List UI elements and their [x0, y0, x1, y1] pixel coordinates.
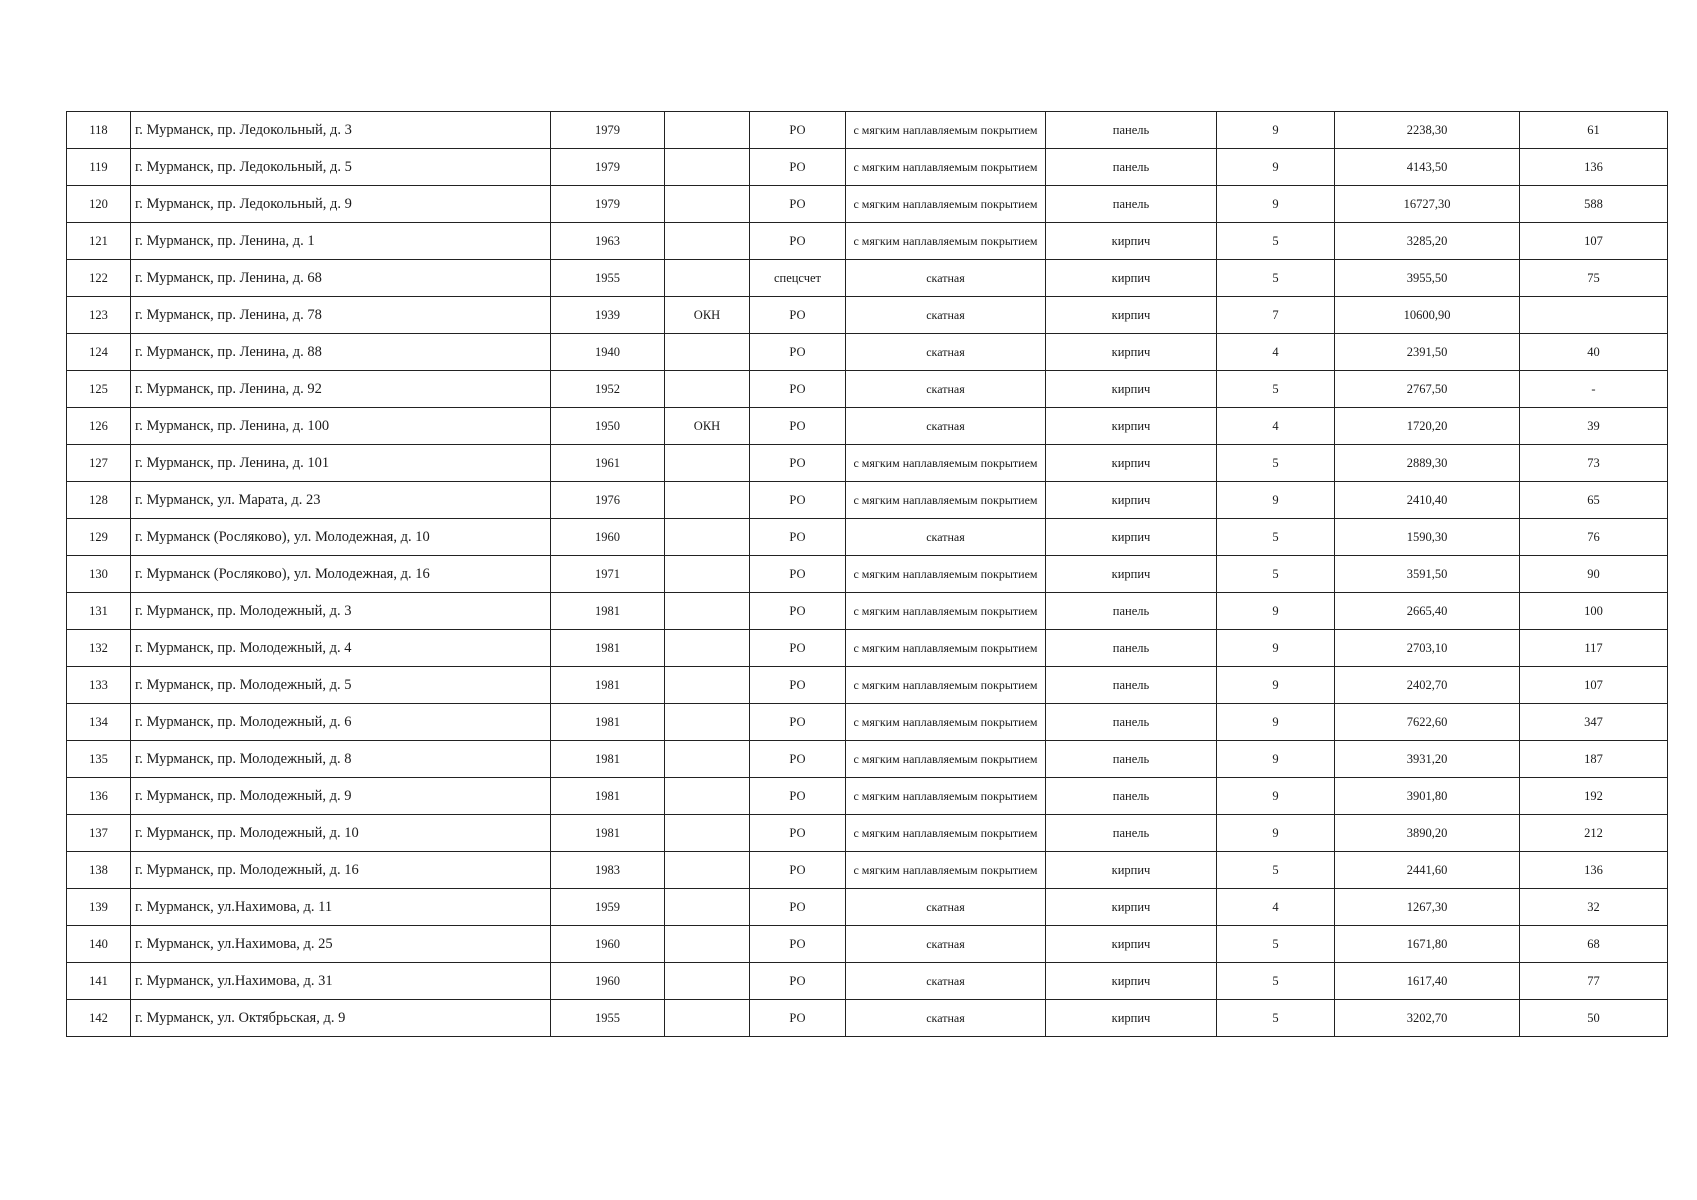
row-number-cell: 131: [67, 593, 131, 630]
area-cell: 2889,30: [1335, 445, 1520, 482]
floors-cell: 9: [1217, 149, 1335, 186]
area-cell: 3931,20: [1335, 741, 1520, 778]
table-row: [67, 593, 1668, 630]
year-built-cell: 1955: [551, 260, 665, 297]
wall-material-cell: кирпич: [1046, 408, 1217, 445]
row-number-cell: 121: [67, 223, 131, 260]
residents-cell: 100: [1520, 593, 1668, 630]
table-row: [67, 112, 1668, 149]
residents-cell: 107: [1520, 667, 1668, 704]
residents-cell: 136: [1520, 149, 1668, 186]
floors-cell: 4: [1217, 889, 1335, 926]
wall-material-cell: кирпич: [1046, 889, 1217, 926]
residents-cell: 187: [1520, 741, 1668, 778]
row-number-cell: 138: [67, 852, 131, 889]
wall-material-cell: панель: [1046, 112, 1217, 149]
year-built-cell: 1955: [551, 1000, 665, 1037]
address-cell: г. Мурманск (Росляково), ул. Молодежная, д. 10: [131, 519, 551, 556]
row-number-cell: 142: [67, 1000, 131, 1037]
floors-cell: 5: [1217, 260, 1335, 297]
row-number-cell: 130: [67, 556, 131, 593]
year-built-cell: 1960: [551, 926, 665, 963]
table-row: [67, 667, 1668, 704]
table-row: [67, 223, 1668, 260]
roof-type-cell: с мягким наплавляемым покрытием: [846, 815, 1046, 852]
wall-material-cell: панель: [1046, 704, 1217, 741]
roof-type-cell: с мягким наплавляемым покрытием: [846, 112, 1046, 149]
address-cell: г. Мурманск, пр. Ленина, д. 1: [131, 223, 551, 260]
address-cell: г. Мурманск, ул.Нахимова, д. 11: [131, 889, 551, 926]
table-row: [67, 556, 1668, 593]
residents-cell: 212: [1520, 815, 1668, 852]
table-row: [67, 408, 1668, 445]
fund-method-cell: РО: [750, 334, 846, 371]
year-built-cell: 1963: [551, 223, 665, 260]
fund-method-cell: РО: [750, 408, 846, 445]
heritage-status-cell: [665, 519, 750, 556]
roof-type-cell: скатная: [846, 371, 1046, 408]
fund-method-cell: РО: [750, 112, 846, 149]
row-number-cell: 132: [67, 630, 131, 667]
year-built-cell: 1939: [551, 297, 665, 334]
floors-cell: 5: [1217, 926, 1335, 963]
table-row: [67, 630, 1668, 667]
floors-cell: 5: [1217, 1000, 1335, 1037]
address-cell: г. Мурманск, пр. Молодежный, д. 4: [131, 630, 551, 667]
residents-cell: 32: [1520, 889, 1668, 926]
address-cell: г. Мурманск, пр. Молодежный, д. 6: [131, 704, 551, 741]
housing-registry-table: [66, 111, 1668, 1037]
roof-type-cell: с мягким наплавляемым покрытием: [846, 556, 1046, 593]
floors-cell: 5: [1217, 963, 1335, 1000]
heritage-status-cell: [665, 260, 750, 297]
fund-method-cell: РО: [750, 815, 846, 852]
heritage-status-cell: [665, 1000, 750, 1037]
heritage-status-cell: [665, 630, 750, 667]
row-number-cell: 134: [67, 704, 131, 741]
roof-type-cell: с мягким наплавляемым покрытием: [846, 445, 1046, 482]
address-cell: г. Мурманск, пр. Молодежный, д. 10: [131, 815, 551, 852]
residents-cell: 40: [1520, 334, 1668, 371]
fund-method-cell: РО: [750, 297, 846, 334]
roof-type-cell: с мягким наплавляемым покрытием: [846, 741, 1046, 778]
year-built-cell: 1979: [551, 149, 665, 186]
wall-material-cell: кирпич: [1046, 297, 1217, 334]
roof-type-cell: скатная: [846, 334, 1046, 371]
area-cell: 2238,30: [1335, 112, 1520, 149]
table-row: [67, 519, 1668, 556]
wall-material-cell: кирпич: [1046, 334, 1217, 371]
roof-type-cell: с мягким наплавляемым покрытием: [846, 667, 1046, 704]
address-cell: г. Мурманск, пр. Ленина, д. 88: [131, 334, 551, 371]
row-number-cell: 137: [67, 815, 131, 852]
area-cell: 1267,30: [1335, 889, 1520, 926]
floors-cell: 4: [1217, 334, 1335, 371]
table-row: [67, 778, 1668, 815]
roof-type-cell: скатная: [846, 926, 1046, 963]
heritage-status-cell: [665, 334, 750, 371]
residents-cell: 75: [1520, 260, 1668, 297]
wall-material-cell: панель: [1046, 778, 1217, 815]
fund-method-cell: РО: [750, 704, 846, 741]
address-cell: г. Мурманск, пр. Ледокольный, д. 3: [131, 112, 551, 149]
table-row: [67, 1000, 1668, 1037]
floors-cell: 5: [1217, 445, 1335, 482]
row-number-cell: 128: [67, 482, 131, 519]
wall-material-cell: панель: [1046, 593, 1217, 630]
roof-type-cell: с мягким наплавляемым покрытием: [846, 149, 1046, 186]
residents-cell: 65: [1520, 482, 1668, 519]
table-row: [67, 926, 1668, 963]
table-row: [67, 260, 1668, 297]
area-cell: 3285,20: [1335, 223, 1520, 260]
wall-material-cell: кирпич: [1046, 371, 1217, 408]
heritage-status-cell: [665, 149, 750, 186]
address-cell: г. Мурманск, пр. Молодежный, д. 9: [131, 778, 551, 815]
area-cell: 1720,20: [1335, 408, 1520, 445]
fund-method-cell: РО: [750, 889, 846, 926]
area-cell: 2767,50: [1335, 371, 1520, 408]
fund-method-cell: РО: [750, 556, 846, 593]
roof-type-cell: с мягким наплавляемым покрытием: [846, 223, 1046, 260]
area-cell: 3202,70: [1335, 1000, 1520, 1037]
row-number-cell: 119: [67, 149, 131, 186]
year-built-cell: 1981: [551, 630, 665, 667]
address-cell: г. Мурманск (Росляково), ул. Молодежная, д. 16: [131, 556, 551, 593]
residents-cell: [1520, 297, 1668, 334]
table-row: [67, 963, 1668, 1000]
area-cell: 3591,50: [1335, 556, 1520, 593]
heritage-status-cell: [665, 593, 750, 630]
row-number-cell: 136: [67, 778, 131, 815]
row-number-cell: 139: [67, 889, 131, 926]
year-built-cell: 1940: [551, 334, 665, 371]
floors-cell: 9: [1217, 593, 1335, 630]
wall-material-cell: панель: [1046, 149, 1217, 186]
row-number-cell: 123: [67, 297, 131, 334]
row-number-cell: 135: [67, 741, 131, 778]
floors-cell: 9: [1217, 186, 1335, 223]
floors-cell: 5: [1217, 556, 1335, 593]
residents-cell: 90: [1520, 556, 1668, 593]
row-number-cell: 127: [67, 445, 131, 482]
year-built-cell: 1961: [551, 445, 665, 482]
address-cell: г. Мурманск, пр. Ледокольный, д. 9: [131, 186, 551, 223]
heritage-status-cell: [665, 482, 750, 519]
fund-method-cell: РО: [750, 741, 846, 778]
table-row: [67, 852, 1668, 889]
floors-cell: 5: [1217, 852, 1335, 889]
year-built-cell: 1981: [551, 778, 665, 815]
area-cell: 2402,70: [1335, 667, 1520, 704]
fund-method-cell: РО: [750, 519, 846, 556]
roof-type-cell: скатная: [846, 963, 1046, 1000]
floors-cell: 9: [1217, 630, 1335, 667]
fund-method-cell: РО: [750, 630, 846, 667]
heritage-status-cell: [665, 778, 750, 815]
residents-cell: 68: [1520, 926, 1668, 963]
table-row: [67, 297, 1668, 334]
roof-type-cell: с мягким наплавляемым покрытием: [846, 186, 1046, 223]
table-row: [67, 704, 1668, 741]
table-body: [67, 112, 1668, 1037]
year-built-cell: 1979: [551, 186, 665, 223]
table-row: [67, 482, 1668, 519]
area-cell: 16727,30: [1335, 186, 1520, 223]
roof-type-cell: скатная: [846, 519, 1046, 556]
roof-type-cell: скатная: [846, 1000, 1046, 1037]
residents-cell: -: [1520, 371, 1668, 408]
year-built-cell: 1971: [551, 556, 665, 593]
roof-type-cell: с мягким наплавляемым покрытием: [846, 778, 1046, 815]
area-cell: 3901,80: [1335, 778, 1520, 815]
roof-type-cell: скатная: [846, 889, 1046, 926]
address-cell: г. Мурманск, пр. Ледокольный, д. 5: [131, 149, 551, 186]
address-cell: г. Мурманск, пр. Ленина, д. 92: [131, 371, 551, 408]
fund-method-cell: РО: [750, 926, 846, 963]
wall-material-cell: кирпич: [1046, 445, 1217, 482]
wall-material-cell: панель: [1046, 186, 1217, 223]
area-cell: 10600,90: [1335, 297, 1520, 334]
table-row: [67, 815, 1668, 852]
floors-cell: 9: [1217, 741, 1335, 778]
residents-cell: 39: [1520, 408, 1668, 445]
address-cell: г. Мурманск, пр. Ленина, д. 68: [131, 260, 551, 297]
floors-cell: 9: [1217, 112, 1335, 149]
row-number-cell: 133: [67, 667, 131, 704]
row-number-cell: 140: [67, 926, 131, 963]
fund-method-cell: РО: [750, 445, 846, 482]
heritage-status-cell: [665, 112, 750, 149]
area-cell: 7622,60: [1335, 704, 1520, 741]
year-built-cell: 1959: [551, 889, 665, 926]
year-built-cell: 1981: [551, 704, 665, 741]
year-built-cell: 1981: [551, 741, 665, 778]
roof-type-cell: скатная: [846, 297, 1046, 334]
address-cell: г. Мурманск, ул. Октябрьская, д. 9: [131, 1000, 551, 1037]
floors-cell: 5: [1217, 223, 1335, 260]
row-number-cell: 120: [67, 186, 131, 223]
fund-method-cell: РО: [750, 667, 846, 704]
wall-material-cell: кирпич: [1046, 852, 1217, 889]
heritage-status-cell: [665, 963, 750, 1000]
residents-cell: 107: [1520, 223, 1668, 260]
area-cell: 2703,10: [1335, 630, 1520, 667]
residents-cell: 347: [1520, 704, 1668, 741]
wall-material-cell: панель: [1046, 741, 1217, 778]
wall-material-cell: панель: [1046, 667, 1217, 704]
residents-cell: 136: [1520, 852, 1668, 889]
address-cell: г. Мурманск, пр. Ленина, д. 78: [131, 297, 551, 334]
heritage-status-cell: [665, 704, 750, 741]
year-built-cell: 1976: [551, 482, 665, 519]
heritage-status-cell: [665, 815, 750, 852]
roof-type-cell: с мягким наплавляемым покрытием: [846, 704, 1046, 741]
row-number-cell: 124: [67, 334, 131, 371]
wall-material-cell: кирпич: [1046, 963, 1217, 1000]
wall-material-cell: панель: [1046, 815, 1217, 852]
fund-method-cell: РО: [750, 482, 846, 519]
floors-cell: 9: [1217, 704, 1335, 741]
heritage-status-cell: [665, 926, 750, 963]
year-built-cell: 1981: [551, 593, 665, 630]
fund-method-cell: РО: [750, 371, 846, 408]
floors-cell: 9: [1217, 778, 1335, 815]
table-row: [67, 334, 1668, 371]
year-built-cell: 1983: [551, 852, 665, 889]
table-row: [67, 186, 1668, 223]
residents-cell: 73: [1520, 445, 1668, 482]
floors-cell: 9: [1217, 482, 1335, 519]
residents-cell: 117: [1520, 630, 1668, 667]
fund-method-cell: РО: [750, 149, 846, 186]
table-row: [67, 889, 1668, 926]
address-cell: г. Мурманск, пр. Ленина, д. 101: [131, 445, 551, 482]
roof-type-cell: с мягким наплавляемым покрытием: [846, 482, 1046, 519]
heritage-status-cell: [665, 852, 750, 889]
heritage-status-cell: ОКН: [665, 297, 750, 334]
wall-material-cell: кирпич: [1046, 482, 1217, 519]
roof-type-cell: с мягким наплавляемым покрытием: [846, 852, 1046, 889]
table-row: [67, 149, 1668, 186]
wall-material-cell: кирпич: [1046, 519, 1217, 556]
year-built-cell: 1952: [551, 371, 665, 408]
year-built-cell: 1950: [551, 408, 665, 445]
residents-cell: 77: [1520, 963, 1668, 1000]
address-cell: г. Мурманск, пр. Молодежный, д. 3: [131, 593, 551, 630]
residents-cell: 50: [1520, 1000, 1668, 1037]
table-row: [67, 445, 1668, 482]
address-cell: г. Мурманск, пр. Молодежный, д. 16: [131, 852, 551, 889]
fund-method-cell: РО: [750, 593, 846, 630]
wall-material-cell: кирпич: [1046, 260, 1217, 297]
heritage-status-cell: [665, 371, 750, 408]
area-cell: 1617,40: [1335, 963, 1520, 1000]
table-row: [67, 741, 1668, 778]
area-cell: 2441,60: [1335, 852, 1520, 889]
roof-type-cell: скатная: [846, 408, 1046, 445]
area-cell: 2665,40: [1335, 593, 1520, 630]
year-built-cell: 1960: [551, 963, 665, 1000]
address-cell: г. Мурманск, ул. Марата, д. 23: [131, 482, 551, 519]
address-cell: г. Мурманск, пр. Молодежный, д. 5: [131, 667, 551, 704]
fund-method-cell: спецсчет: [750, 260, 846, 297]
fund-method-cell: РО: [750, 778, 846, 815]
heritage-status-cell: [665, 186, 750, 223]
fund-method-cell: РО: [750, 852, 846, 889]
heritage-status-cell: [665, 889, 750, 926]
table-row: [67, 371, 1668, 408]
year-built-cell: 1981: [551, 667, 665, 704]
heritage-status-cell: ОКН: [665, 408, 750, 445]
year-built-cell: 1981: [551, 815, 665, 852]
area-cell: 3955,50: [1335, 260, 1520, 297]
fund-method-cell: РО: [750, 223, 846, 260]
heritage-status-cell: [665, 223, 750, 260]
wall-material-cell: кирпич: [1046, 1000, 1217, 1037]
row-number-cell: 125: [67, 371, 131, 408]
row-number-cell: 122: [67, 260, 131, 297]
floors-cell: 9: [1217, 815, 1335, 852]
fund-method-cell: РО: [750, 1000, 846, 1037]
heritage-status-cell: [665, 556, 750, 593]
address-cell: г. Мурманск, пр. Ленина, д. 100: [131, 408, 551, 445]
area-cell: 4143,50: [1335, 149, 1520, 186]
residents-cell: 76: [1520, 519, 1668, 556]
year-built-cell: 1979: [551, 112, 665, 149]
residents-cell: 588: [1520, 186, 1668, 223]
floors-cell: 5: [1217, 519, 1335, 556]
roof-type-cell: скатная: [846, 260, 1046, 297]
fund-method-cell: РО: [750, 963, 846, 1000]
wall-material-cell: кирпич: [1046, 926, 1217, 963]
roof-type-cell: с мягким наплавляемым покрытием: [846, 630, 1046, 667]
area-cell: 1590,30: [1335, 519, 1520, 556]
wall-material-cell: кирпич: [1046, 223, 1217, 260]
wall-material-cell: кирпич: [1046, 556, 1217, 593]
floors-cell: 9: [1217, 667, 1335, 704]
row-number-cell: 141: [67, 963, 131, 1000]
area-cell: 1671,80: [1335, 926, 1520, 963]
address-cell: г. Мурманск, пр. Молодежный, д. 8: [131, 741, 551, 778]
year-built-cell: 1960: [551, 519, 665, 556]
row-number-cell: 129: [67, 519, 131, 556]
roof-type-cell: с мягким наплавляемым покрытием: [846, 593, 1046, 630]
heritage-status-cell: [665, 741, 750, 778]
residents-cell: 61: [1520, 112, 1668, 149]
wall-material-cell: панель: [1046, 630, 1217, 667]
area-cell: 2410,40: [1335, 482, 1520, 519]
area-cell: 3890,20: [1335, 815, 1520, 852]
fund-method-cell: РО: [750, 186, 846, 223]
row-number-cell: 118: [67, 112, 131, 149]
heritage-status-cell: [665, 445, 750, 482]
area-cell: 2391,50: [1335, 334, 1520, 371]
residents-cell: 192: [1520, 778, 1668, 815]
heritage-status-cell: [665, 667, 750, 704]
floors-cell: 5: [1217, 371, 1335, 408]
address-cell: г. Мурманск, ул.Нахимова, д. 25: [131, 926, 551, 963]
address-cell: г. Мурманск, ул.Нахимова, д. 31: [131, 963, 551, 1000]
floors-cell: 7: [1217, 297, 1335, 334]
floors-cell: 4: [1217, 408, 1335, 445]
row-number-cell: 126: [67, 408, 131, 445]
